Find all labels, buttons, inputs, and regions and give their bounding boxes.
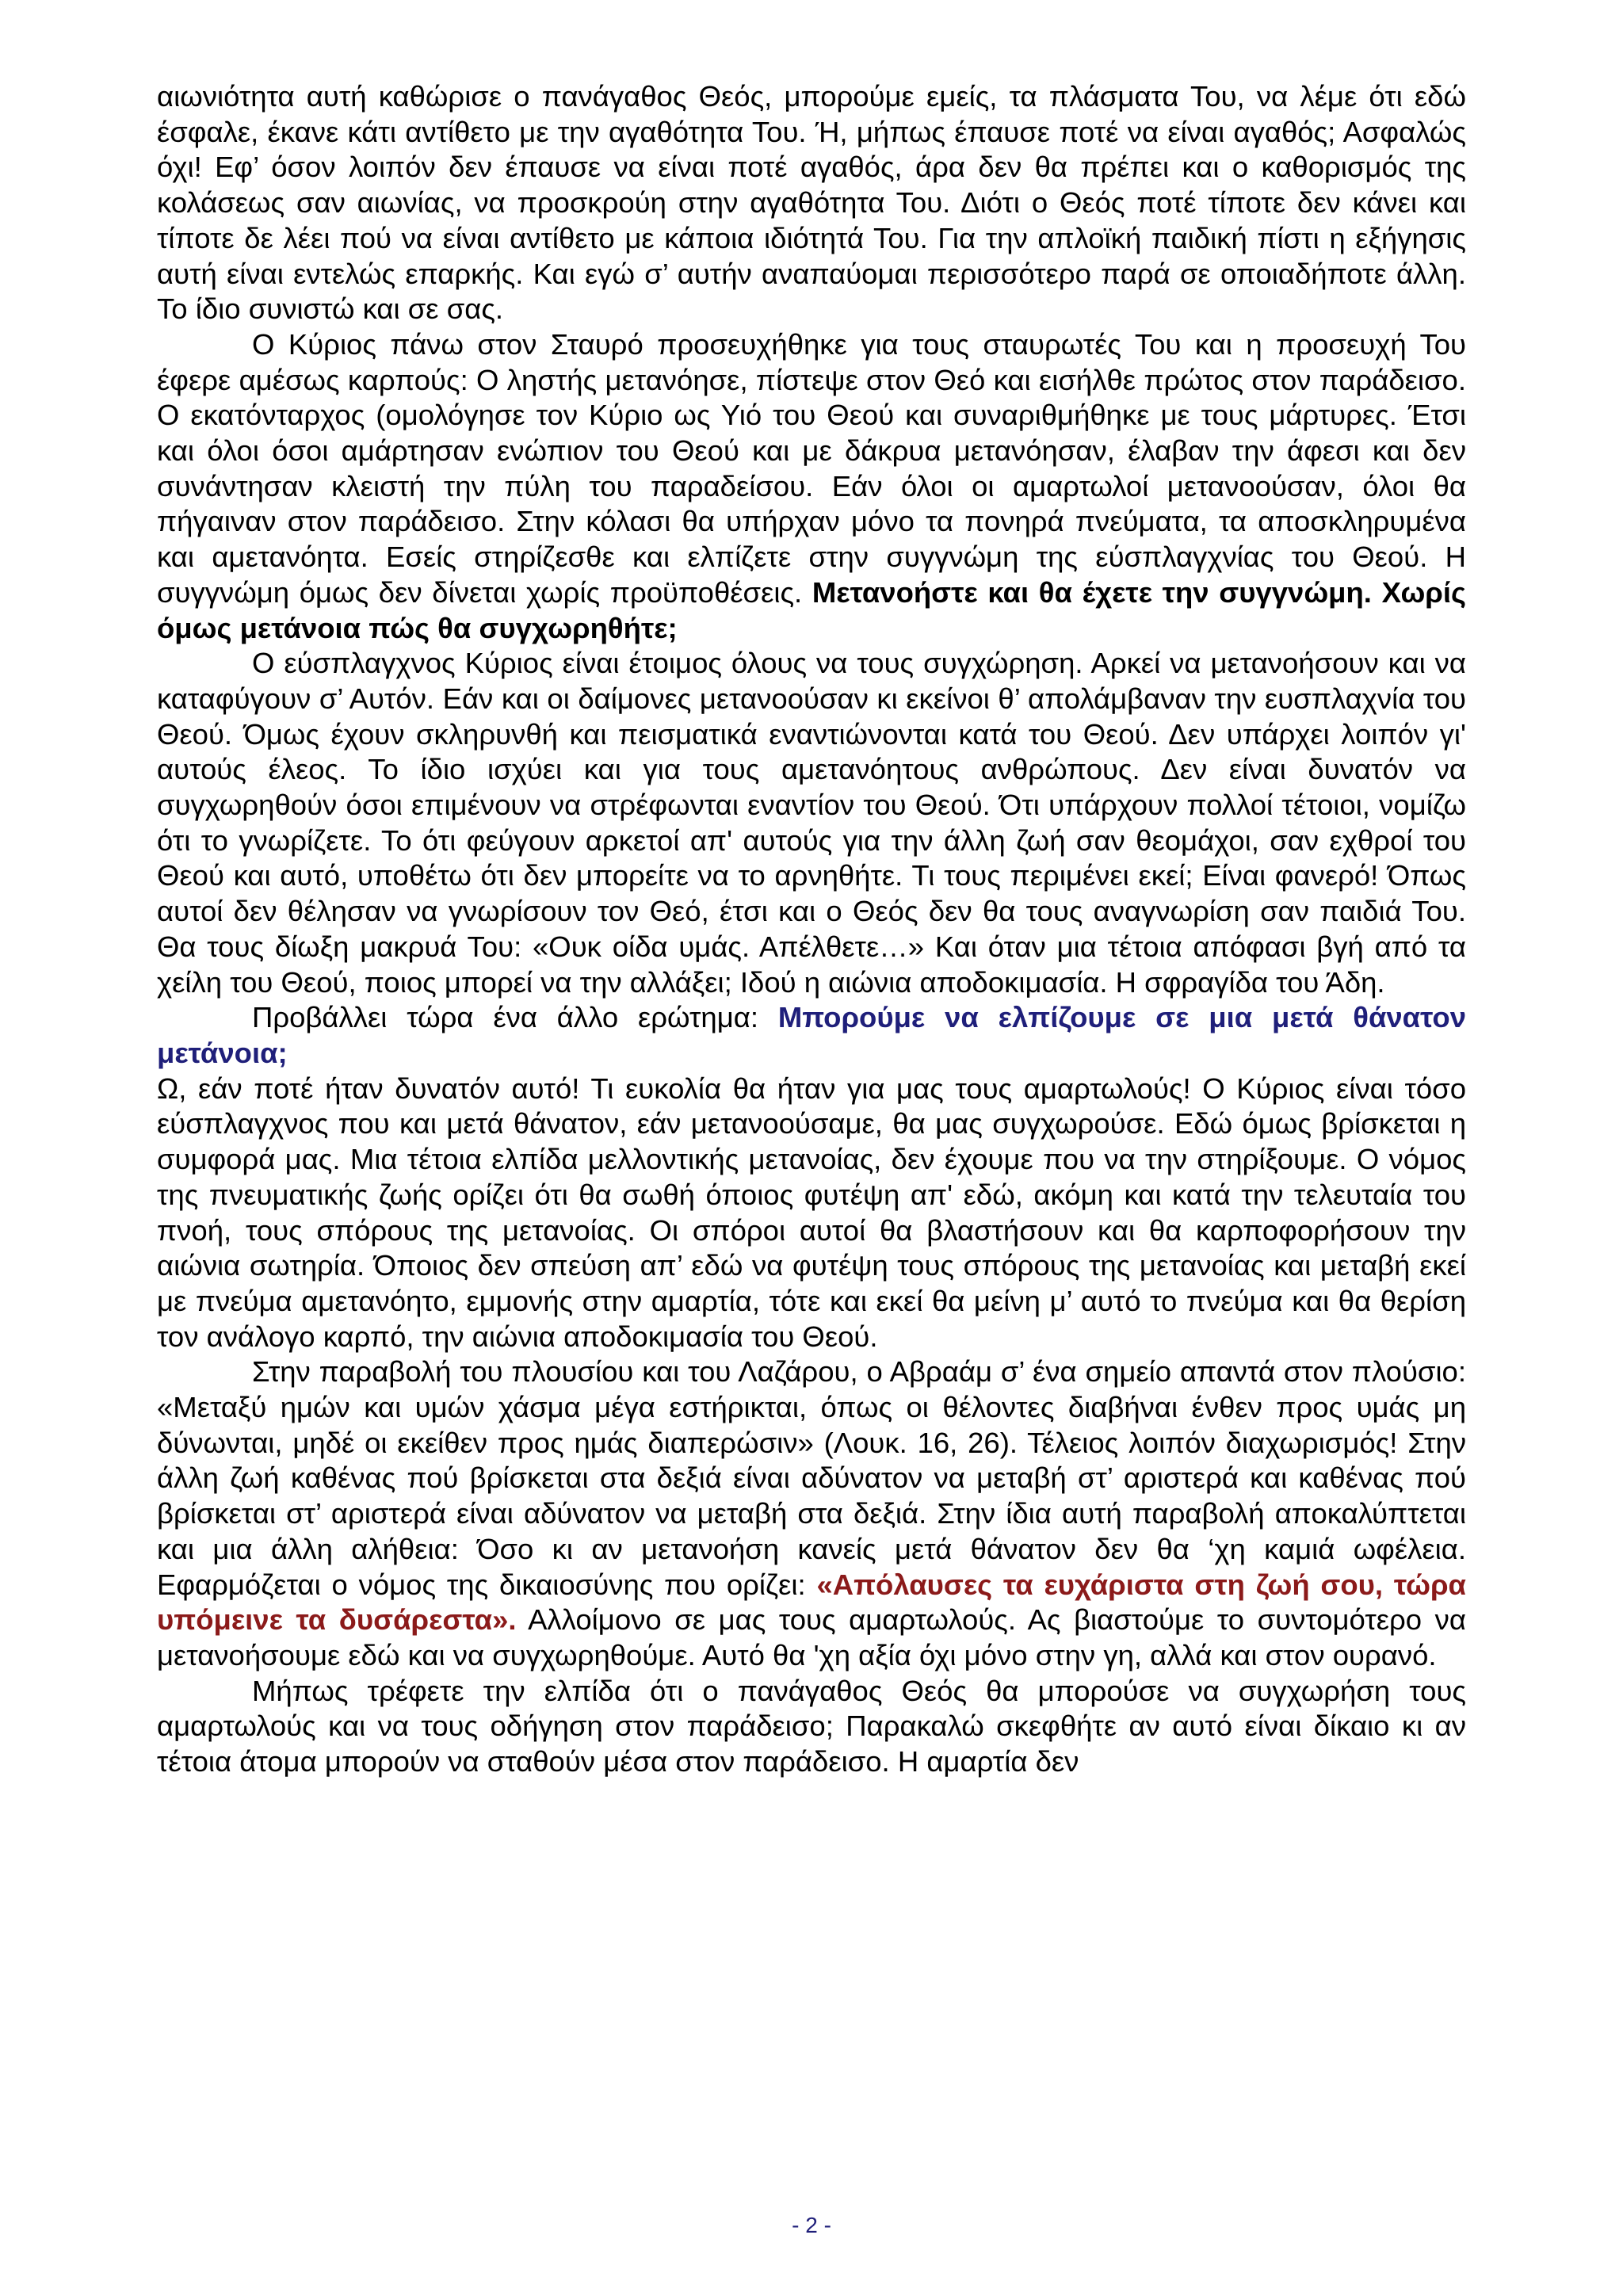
paragraph-2-bold-text: Μετανοήστε και θα έχετε την συγγνώμη. Χωρίς όμως μετάνοια πώς θα συγχωρηθήτε; [157, 575, 1466, 644]
paragraph-5 [157, 1072, 1466, 1355]
paragraph-2 [157, 327, 1466, 646]
paragraph-6 [157, 1354, 1466, 1673]
paragraph-2-text: Ο Κύριος πάνω στον Σταυρό προσευχήθηκε για τους σταυρωτές Του και η προσευχή Του έφερε αμέσως καρπούς: Ο ληστής μετανόησε, πίστεψε στον Θεό και εισήλθε πρώτος στον παράδεισο. Ο εκατόνταρχος (ομολόγησε τον Κύριο ως Υιό του Θεού και συναριθμήθηκε με τους μάρτυρες. Έτσι και όλοι όσοι αμάρτησαν ενώπιον του Θεού και με δάκρυα μετανόησαν, έλαβαν την άφεσι και δεν συνάντησαν κλειστή την πύλη του παραδείσου. Εάν όλοι οι αμαρτωλοί μετανοούσαν, όλοι θα πήγαιναν στον παράδεισο. Στην κόλασι θα υπήρχαν μόνο τα πονηρά πνεύματα, τα αποσκληρυμένα και αμετανόητα. Εσείς στηρίζεσθε και ελπίζετε στην συγγνώμη της εύσπλαγχνίας του Θεού. Η συγγνώμη όμως δεν δίνεται χωρίς προϋποθέσεις. [157, 327, 1466, 609]
paragraph-3-text: Ο εύσπλαγχνος Κύριος είναι έτοιμος όλους να τους συγχώρηση. Αρκεί να μετανοήσουν και να καταφύγουν σ’ Αυτόν. Εάν και οι δαίμονες μετανοούσαν κι εκείνοι θ’ απολάμβαναν την ευσπλαχνία του Θεού. Όμως έχουν σκληρυνθή και πεισματικά εναντιώνονται κατά του Θεού. Δεν υπάρχει λοιπόν γι' αυτούς έλεος. Το ίδιο ισχύει και για τους αμετανόητους ανθρώπους. Δεν είναι δυνατόν να συγχωρηθούν όσοι επιμένουν να στρέφωνται εναντίον του Θεού. Ότι υπάρχουν πολλοί τέτοιοι, νομίζω ότι το γνωρίζετε. Το ότι φεύγουν αρκετοί απ' αυτούς για την άλλη ζωή σαν θεομάχοι, σαν εχθροί του Θεού και αυτό, υποθέτω ότι δεν μπορείτε να το αρνηθήτε. Τι τους περιμένει εκεί; Είναι φανερό! Όπως αυτοί δεν θέλησαν να γνωρίσουν τον Θεό, έτσι και ο Θεός δεν θα τους αναγνωρίση σαν παιδιά Του. Θα τους δίωξη μακρυά Του: «Ουκ οίδα υμάς. Απέλθετε…» Και όταν μια τέτοια απόφασι βγή από τα χείλη του Θεού, ποιος μπορεί να την αλλάξει; Ιδού η αιώνια αποδοκιμασία. Η σφραγίδα του Άδη. [157, 647, 1466, 999]
paragraph-3 [157, 646, 1466, 1000]
paragraph-7 [157, 1674, 1466, 1780]
paragraph-1 [157, 79, 1466, 327]
paragraph-4 [157, 1000, 1466, 1071]
paragraph-4-question-text: Μπορούμε να ελπίζουμε σε μια μετά θάνατον μετάνοια; [157, 1001, 1466, 1069]
paragraph-6-text: Στην παραβολή του πλουσίου και του Λαζάρου, ο Αβραάμ σ’ ένα σημείο απαντά στον πλούσιο: «Μεταξύ ημών και υμών χάσμα μέγα εστήρικται, όπως οι θέλοντες διαβήναι ένθεν προς υμάς μη δύνωνται, μηδέ οι εκείθεν προς ημάς διαπερώσιν» (Λουκ. 16, 26). Τέλειος λοιπόν διαχωρισμός! Στην άλλη ζωή καθένας πού βρίσκεται στα δεξιά είναι αδύνατον να μεταβή στ’ αριστερά και καθένας πού βρίσκεται στ’ αριστερά είναι αδύνατον να μεταβή στα δεξιά. Στην ίδια αυτή παραβολή αποκαλύπτεται και μια άλλη αλήθεια: Όσο κι αν μετανοήση κανείς μετά θάνατον δεν θα ‘χη καμιά ωφέλεια. Εφαρμόζεται ο νόμος της δικαιοσύνης που ορίζει: [157, 1355, 1466, 1601]
document-body [157, 79, 1466, 1780]
paragraph-4-text: Προβάλλει τώρα ένα άλλο ερώτημα: [252, 1001, 778, 1034]
paragraph-5-text: Ω, εάν ποτέ ήταν δυνατόν αυτό! Τι ευκολία θα ήταν για μας τους αμαρτωλούς! Ο Κύριος είναι τόσο εύσπλαγχνος που και μετά θάνατον, εάν μετανοούσαμε, θα μας συγχωρούσε. Εδώ όμως βρίσκεται η συμφορά μας. Μια τέτοια ελπίδα μελλοντικής μετανοίας, δεν έχουμε που να την στηρίξουμε. Ο νόμος της πνευματικής ζωής ορίζει ότι θα σωθή όποιος φυτέψη απ' εδώ, ακόμη και κατά την τελευταία του πνοή, τους σπόρους της μετανοίας. Οι σπόροι αυτοί θα βλαστήσουν και θα καρποφορήσουν την αιώνια σωτηρία. Όποιος δεν σπεύση απ’ εδώ να φυτέψη τους σπόρους της μετανοίας και μεταβή εκεί με πνεύμα αμετανόητο, εμμονής στην αμαρτία, τότε και εκεί θα μείνη μ’ αυτό το πνεύμα και θα θερίση τον ανάλογο καρπό, την αιώνια αποδοκιμασία του Θεού. [157, 1072, 1466, 1353]
paragraph-7-text: Μήπως τρέφετε την ελπίδα ότι ο πανάγαθος Θεός θα μπορούσε να συγχωρήση τους αμαρτωλούς και να τους οδήγηση στον παράδεισο; Παρακαλώ σκεφθήτε αν αυτό είναι δίκαιο κι αν τέτοια άτομα μπορούν να σταθούν μέσα στον παράδεισο. Η αμαρτία δεν [157, 1674, 1466, 1778]
paragraph-6-text-end: Αλλοίμονο σε μας τους αμαρτωλούς. Ας βιαστούμε το συντομότερο να μετανοήσουμε εδώ και να συγχωρηθούμε. Αυτό θα 'χη αξία όχι μόνο στην γη, αλλά και στον ουρανό. [157, 1603, 1466, 1671]
paragraph-1-text: αιωνιότητα αυτή καθώρισε ο πανάγαθος Θεός, μπορούμε εμείς, τα πλάσματα Του, να λέμε ότι εδώ έσφαλε, έκανε κάτι αντίθετο με την αγαθότητα Του. Ή, μήπως έπαυσε ποτέ να είναι αγαθός; Ασφαλώς όχι! Εφ’ όσον λοιπόν δεν έπαυσε να είναι ποτέ αγαθός, άρα δεν θα πρέπει και ο καθορισμός της κολάσεως σαν αιωνίας, να προσκρούη στην αγαθότητα Του. Διότι ο Θεός ποτέ τίποτε δεν κάνει και τίποτε δε λέει πού να είναι αντίθετο με κάποια ιδιότητά Του. Για την απλοϊκή παιδική πίστι η εξήγησις αυτή είναι εντελώς επαρκής. Και εγώ σ’ αυτήν αναπαύομαι περισσότερο παρά σε οποιαδήποτε άλλη. Το ίδιο συνιστώ και σε σας. [157, 80, 1466, 326]
page-number: - 2 - [792, 2213, 831, 2237]
paragraph-6-quote-text: «Απόλαυσες τα ευχάριστα στη ζωή σου, τώρα υπόμεινε τα δυσάρεστα». [157, 1568, 1466, 1637]
